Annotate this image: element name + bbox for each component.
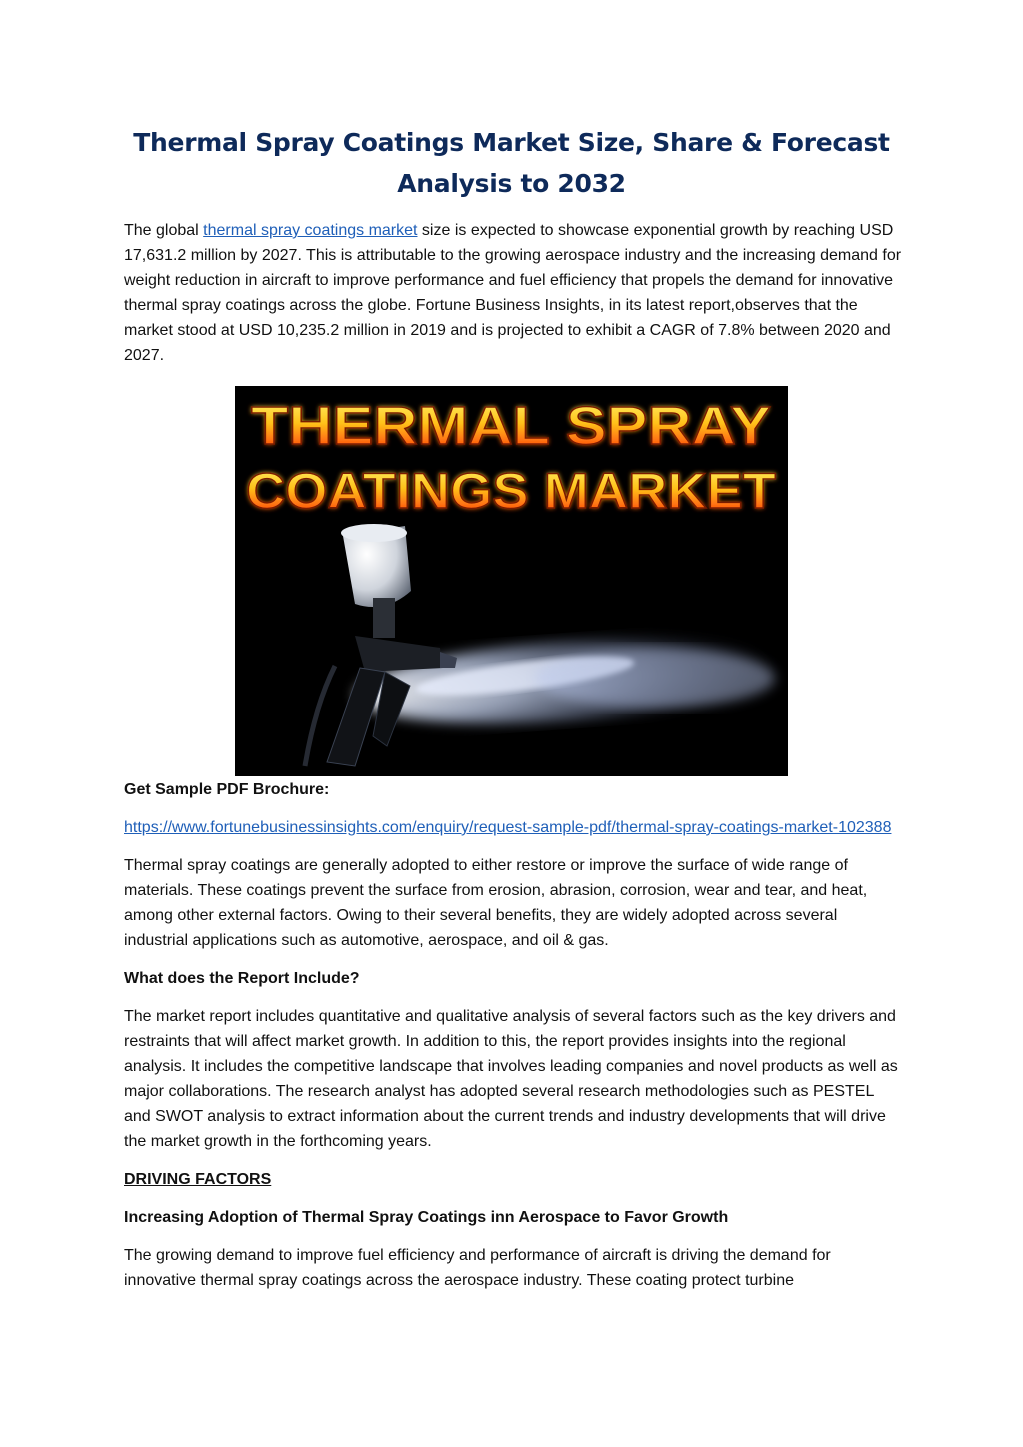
aerospace-paragraph: The growing demand to improve fuel efficiency and performance of aircraft is driving the demand for innovative thermal spray coatings across the aerospace industry. These coating protect turbine — [124, 1247, 831, 1289]
image-headline-line2: COATINGS MARKET — [246, 463, 776, 519]
document-body — [124, 218, 904, 1306]
sample-pdf-link[interactable]: https://www.fortunebusinessinsights.com/enquiry/request-sample-pdf/thermal-spray-coatings-market-102388 — [124, 819, 892, 836]
market-hero-image — [235, 386, 788, 776]
report-paragraph: The market report includes quantitative and qualitative analysis of several factors such as the key drivers and restraints that will affect market growth. In addition to this, the report provides insights into the regional analysis. It includes the competitive landscape that involves leading companies and novel products as well as major collaborations. The research analyst has adopted several research methodologies such as PESTEL and SWOT analysis to extract information about the current trends and industry developments that will drive the market growth in the forthcoming years. — [124, 1008, 898, 1150]
driving-factors-heading: DRIVING FACTORS — [124, 1171, 272, 1188]
report-heading: What does the Report Include? — [124, 970, 360, 987]
page-title: Thermal Spray Coatings Market Size, Share & Forecast Analysis to 2032 — [133, 128, 890, 198]
coatings-paragraph: Thermal spray coatings are generally adopted to either restore or improve the surface of wide range of materials. These coatings prevent the surface from erosion, abrasion, corrosion, wear and tear, and heat, among other external factors. Owing to their several benefits, they are widely adopted across several industrial applications such as automotive, aerospace, and oil & gas. — [124, 857, 868, 949]
intro-text-after: size is expected to showcase exponential growth by reaching USD 17,631.2 million by 2027. This is attributable to the growing aerospace industry and the increasing demand for weight reduction in aircraft to improve performance and fuel efficiency that propels the demand for innovative thermal spray coatings across the globe. Fortune Business Insights, in its latest report,observes that the market stood at USD 10,235.2 million in 2019 and is projected to exhibit a CAGR of 7.8% between 2020 and 2027. — [124, 222, 902, 364]
intro-paragraph — [124, 218, 904, 368]
intro-text-before: The global — [124, 222, 204, 239]
sample-link-paragraph — [124, 815, 904, 840]
sample-heading: Get Sample PDF Brochure: — [124, 781, 330, 798]
image-headline-line1: THERMAL SPRAY — [251, 396, 771, 456]
market-link[interactable]: thermal spray coatings market — [203, 222, 418, 239]
aerospace-heading: Increasing Adoption of Thermal Spray Coatings inn Aerospace to Favor Growth — [124, 1209, 729, 1226]
